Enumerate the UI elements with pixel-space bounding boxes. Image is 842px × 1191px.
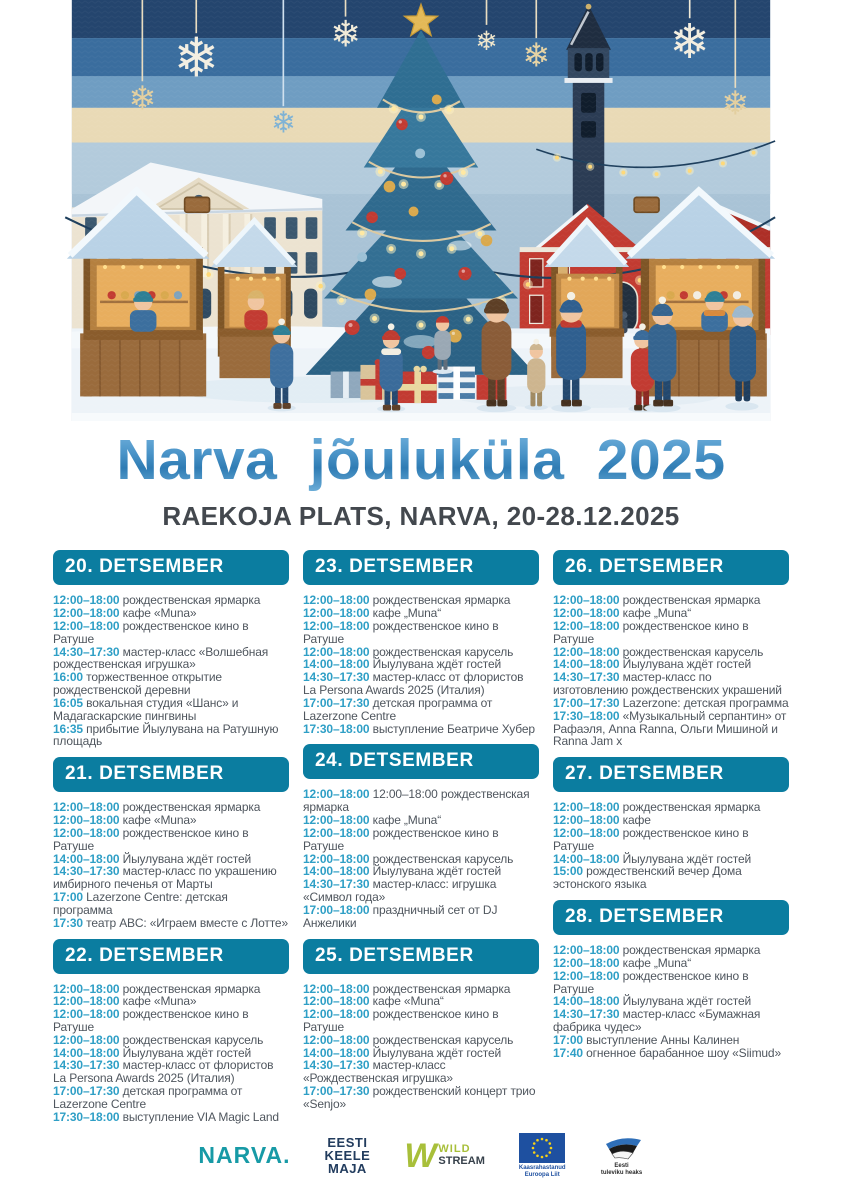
event-text: праздничный сет от DJ Анжелики (303, 902, 498, 930)
event-text: Йыулувана ждёт гостей (622, 851, 752, 866)
day-header: 20. DETSEMBER (53, 550, 289, 585)
event-time: 17:00–18:00 (303, 902, 370, 917)
event-time: 12:00–18:00 (303, 618, 370, 633)
event-text: рождественское кино в Ратуше (53, 1007, 249, 1034)
event-time: 14:30–17:30 (303, 670, 370, 685)
event-item (53, 646, 289, 672)
svg-text:❄: ❄ (669, 14, 710, 71)
event-item (553, 671, 789, 697)
event-list (53, 801, 289, 929)
event-text: Йыулувана ждёт гостей (622, 657, 752, 672)
event-text: рождественское кино в Ратуше (553, 825, 749, 853)
event-text: Йыулувана ждёт гостей (372, 1045, 502, 1060)
event-text: Lazerzone: детская программа (622, 695, 789, 710)
event-text: мастер-класс «Бумажная фабрика чудес» (553, 1007, 761, 1034)
event-text: вокальная студия «Шанс» и Мадагаскарские пингвины (53, 695, 239, 723)
day-block (553, 900, 789, 1059)
svg-text:❄: ❄ (721, 83, 750, 123)
svg-text:❄: ❄ (475, 25, 498, 57)
event-text: рождественская карусель (372, 644, 514, 659)
event-time: 12:00–18:00 (303, 851, 370, 866)
eu-flag-icon (519, 1133, 565, 1163)
event-time: 12:00–18:00 (553, 618, 620, 633)
day-block (553, 550, 789, 748)
event-time: 12:00–18:00 (53, 1032, 120, 1047)
event-text: рождественское кино в Ратуше (53, 618, 249, 646)
event-text: торжественное открытие рождественской деревни (53, 670, 222, 698)
event-time: 12:00–18:00 (553, 606, 620, 621)
event-time: 16:00 (53, 670, 83, 685)
day-header: 27. DETSEMBER (553, 757, 789, 792)
day-block (553, 757, 789, 891)
event-text: кафе «Muna» (122, 606, 197, 621)
event-text: детская программа от Lazerzone Centre (53, 1084, 243, 1111)
event-text: кафе „Muna“ (372, 606, 442, 621)
schedule-column (53, 550, 289, 1132)
event-text: кафе (622, 813, 651, 828)
event-time: 12:00–18:00 (303, 825, 370, 840)
event-list (553, 944, 789, 1059)
event-text: рождественское кино в Ратуше (303, 618, 499, 646)
event-time: 17:40 (553, 1045, 583, 1060)
event-text: «Музыкальный серпантин» от Рафаэля, Anna Ranna, Ольги Мишиной и Ranna Jam x (553, 708, 787, 749)
event-text: кафе «Muna» (122, 994, 197, 1009)
event-item (53, 697, 289, 723)
day-header: 22. DETSEMBER (53, 939, 289, 974)
event-item (53, 865, 289, 891)
event-time: 14:00–18:00 (53, 851, 120, 866)
event-time: 12:00–18:00 (553, 800, 620, 815)
event-item (53, 1111, 289, 1124)
event-text: рождественское кино в Ратуше (553, 618, 749, 646)
event-time: 12:00–18:00 (553, 968, 620, 983)
event-text: мастер-класс «Рождественская игрушка» (303, 1058, 453, 1086)
event-text: рождественская ярмарка (122, 981, 261, 996)
event-item (53, 1008, 289, 1034)
event-time: 12:00–18:00 (303, 593, 370, 608)
schedule-columns (0, 532, 842, 1132)
event-time: 12:00–18:00 (53, 825, 120, 840)
event-item (303, 904, 539, 930)
event-text: выступление VIA Magic Land (122, 1109, 279, 1124)
event-text: прибытие Йыулувана на Ратушную площадь (53, 721, 279, 749)
event-text: кафе „Muna“ (372, 813, 442, 828)
event-item (553, 710, 789, 748)
event-time: 12:00–18:00 (53, 606, 120, 621)
event-text: огненное барабанное шоу «Siimud» (586, 1045, 781, 1060)
event-time: 12:00–18:00 (53, 1007, 120, 1022)
event-text: рождественская ярмарка (122, 800, 261, 815)
event-time: 12:00–18:00 (53, 618, 120, 633)
event-time: 12:00–18:00 (553, 644, 620, 659)
day-header: 28. DETSEMBER (553, 900, 789, 935)
event-item (303, 827, 539, 853)
schedule-column (303, 550, 539, 1132)
event-item (53, 671, 289, 697)
knit-texture (72, 0, 770, 421)
event-list (303, 983, 539, 1111)
day-block (53, 939, 289, 1124)
day-header: 25. DETSEMBER (303, 939, 539, 974)
event-time: 14:00–18:00 (303, 1045, 370, 1060)
event-item (303, 723, 539, 736)
event-text: театр ABC: «Играем вместе с Лотте» (86, 915, 288, 930)
event-time: 12:00–18:00 (553, 955, 620, 970)
day-header: 23. DETSEMBER (303, 550, 539, 585)
event-text: рождественская ярмарка (372, 593, 511, 608)
event-text: рождественское кино в Ратуше (303, 1007, 499, 1034)
event-item (53, 620, 289, 646)
estonia-flag-icon (600, 1135, 644, 1161)
event-text: кафе „Muna“ (622, 955, 692, 970)
event-text: 12:00–18:00 рождественская ярмарка (303, 787, 530, 815)
event-text: кафе «Muna» (122, 813, 197, 828)
event-text: рождественская ярмарка (622, 800, 761, 815)
event-item (553, 620, 789, 646)
event-list (303, 594, 539, 735)
event-time: 17:30–18:00 (53, 1109, 120, 1124)
event-time: 12:00–18:00 (303, 981, 370, 996)
event-time: 14:30–17:30 (53, 864, 120, 879)
event-time: 14:30–17:30 (553, 1007, 620, 1022)
event-item (303, 1059, 539, 1085)
event-text: Йыулувана ждёт гостей (122, 851, 252, 866)
day-block (303, 550, 539, 735)
event-item (53, 723, 289, 749)
event-text: рождественская карусель (622, 644, 764, 659)
day-header: 21. DETSEMBER (53, 757, 289, 792)
event-list (303, 788, 539, 929)
event-list (553, 594, 789, 748)
eu-cofunded-logo: Kaasrahastanud Euroopa Liit (519, 1133, 566, 1179)
event-text: мастер-класс по изготовлению рождественских украшений (553, 670, 782, 698)
event-item (303, 1085, 539, 1111)
schedule-column (553, 550, 789, 1132)
event-time: 12:00–18:00 (53, 981, 120, 996)
event-time: 12:00–18:00 (53, 994, 120, 1009)
day-block (53, 757, 289, 929)
event-time: 12:00–18:00 (303, 994, 370, 1009)
event-time: 12:00–18:00 (53, 593, 120, 608)
day-header: 26. DETSEMBER (553, 550, 789, 585)
event-time: 14:00–18:00 (303, 657, 370, 672)
event-time: 14:00–18:00 (53, 1045, 120, 1060)
event-time: 14:30–17:30 (53, 1058, 120, 1073)
event-time: 17:00–17:30 (303, 695, 370, 710)
eesti-flag-logo: Eesti tuleviku heaks (600, 1135, 644, 1177)
event-text: рождественское кино в Ратуше (303, 825, 499, 853)
event-item (303, 620, 539, 646)
event-text: детская программа от Lazerzone Centre (303, 695, 493, 723)
event-item (53, 827, 289, 853)
event-text: мастер-класс от флористов La Persona Awards 2025 (Италия) (303, 670, 524, 698)
event-time: 16:35 (53, 721, 83, 736)
event-time: 12:00–18:00 (553, 943, 620, 958)
event-item (553, 1047, 789, 1060)
event-time: 12:00–18:00 (303, 644, 370, 659)
wild-stream-logo: W WILD STREAM (404, 1136, 485, 1175)
event-text: рождественский концерт трио «Senjo» (303, 1084, 536, 1111)
event-item (303, 878, 539, 904)
event-time: 17:00–17:30 (553, 695, 620, 710)
event-item (553, 970, 789, 996)
event-text: выступление Анны Калинен (586, 1032, 740, 1047)
day-header: 24. DETSEMBER (303, 744, 539, 779)
event-item (303, 788, 539, 814)
event-text: рождественская ярмарка (122, 593, 261, 608)
svg-text:❄: ❄ (270, 105, 296, 141)
event-text: мастер-класс: игрушка «Символ года» (303, 877, 497, 905)
event-time: 12:00–18:00 (553, 825, 620, 840)
event-item (553, 865, 789, 891)
event-text: Lazerzone Centre: детская программа (53, 890, 228, 917)
page-title: Narva jõuluküla 2025 (116, 428, 726, 493)
event-text: рождественская ярмарка (372, 981, 511, 996)
svg-text:❄: ❄ (522, 35, 551, 75)
svg-text:❄: ❄ (330, 12, 361, 56)
poster-subtitle: RAEKOJA PLATS, NARVA, 20-28.12.2025 (162, 501, 680, 532)
event-time: 14:00–18:00 (553, 994, 620, 1009)
event-time: 15:00 (553, 864, 583, 879)
event-time: 17:30 (53, 915, 83, 930)
svg-text:❄: ❄ (128, 78, 157, 118)
event-text: кафе «Muna“ (372, 994, 444, 1009)
event-time: 14:30–17:30 (303, 877, 370, 892)
event-text: мастер-класс от флористов La Persona Awards 2025 (Италия) (53, 1058, 274, 1086)
event-text: рождественское кино в Ратуше (53, 825, 249, 853)
event-text: мастер-класс по украшению имбирного печенья от Марты (53, 864, 277, 892)
event-item (303, 671, 539, 697)
event-time: 14:00–18:00 (553, 851, 620, 866)
day-block (53, 550, 289, 748)
event-item (53, 891, 289, 917)
event-item (53, 1085, 289, 1111)
event-text: Йыулувана ждёт гостей (622, 994, 752, 1009)
day-block (303, 939, 539, 1111)
event-text: рождественская карусель (122, 1032, 264, 1047)
event-time: 14:30–17:30 (53, 644, 120, 659)
event-item (303, 1008, 539, 1034)
event-text: рождественская ярмарка (622, 943, 761, 958)
event-time: 12:00–18:00 (53, 813, 120, 828)
event-text: мастер-класс «Волшебная рождественская игрушка» (53, 644, 269, 672)
event-time: 17:00–17:30 (53, 1084, 120, 1099)
wild-stream-w-icon: W (404, 1136, 437, 1175)
event-time: 17:00–17:30 (303, 1084, 370, 1099)
event-time: 17:30–18:00 (303, 721, 370, 736)
event-item (553, 827, 789, 853)
footer-logos (0, 1133, 842, 1179)
event-text: Йыулувана ждёт гостей (122, 1045, 252, 1060)
event-time: 14:00–18:00 (553, 657, 620, 672)
event-time: 14:30–17:30 (553, 670, 620, 685)
event-time: 14:30–17:30 (303, 1058, 370, 1073)
event-time: 12:00–18:00 (303, 1032, 370, 1047)
event-list (553, 801, 789, 891)
event-list (53, 983, 289, 1124)
event-item (303, 697, 539, 723)
narva-logo: NARVA. (198, 1142, 291, 1169)
event-time: 14:00–18:00 (303, 864, 370, 879)
event-time: 17:00 (53, 890, 83, 905)
event-text: рождественская ярмарка (622, 593, 761, 608)
event-time: 16:05 (53, 695, 83, 710)
event-text: выступление Беатриче Хубер (372, 721, 535, 736)
event-time: 12:00–18:00 (553, 593, 620, 608)
event-time: 12:00–18:00 (303, 787, 370, 802)
event-text: рождественское кино в Ратуше (553, 968, 749, 996)
event-text: рождественская карусель (372, 851, 514, 866)
event-text: рождественская карусель (372, 1032, 514, 1047)
day-block (303, 744, 539, 929)
event-time: 12:00–18:00 (303, 1007, 370, 1022)
event-time: 12:00–18:00 (53, 800, 120, 815)
event-time: 12:00–18:00 (303, 606, 370, 621)
event-time: 12:00–18:00 (553, 813, 620, 828)
eesti-keele-maja-logo: EESTI KEELE MAJA (324, 1134, 371, 1177)
poster-illustration (0, 0, 842, 421)
event-item (53, 917, 289, 930)
event-text: кафе „Muna“ (622, 606, 692, 621)
event-text: рождественский вечер Дома эстонского языка (553, 864, 742, 892)
event-time: 12:00–18:00 (303, 813, 370, 828)
event-time: 17:30–18:00 (553, 708, 620, 723)
event-item (53, 1059, 289, 1085)
event-time: 17:00 (553, 1032, 583, 1047)
event-item (553, 1008, 789, 1034)
event-text: Йыулувана ждёт гостей (372, 864, 502, 879)
event-list (53, 594, 289, 748)
event-text: Йыулувана ждёт гостей (372, 657, 502, 672)
svg-text:❄: ❄ (173, 25, 220, 90)
